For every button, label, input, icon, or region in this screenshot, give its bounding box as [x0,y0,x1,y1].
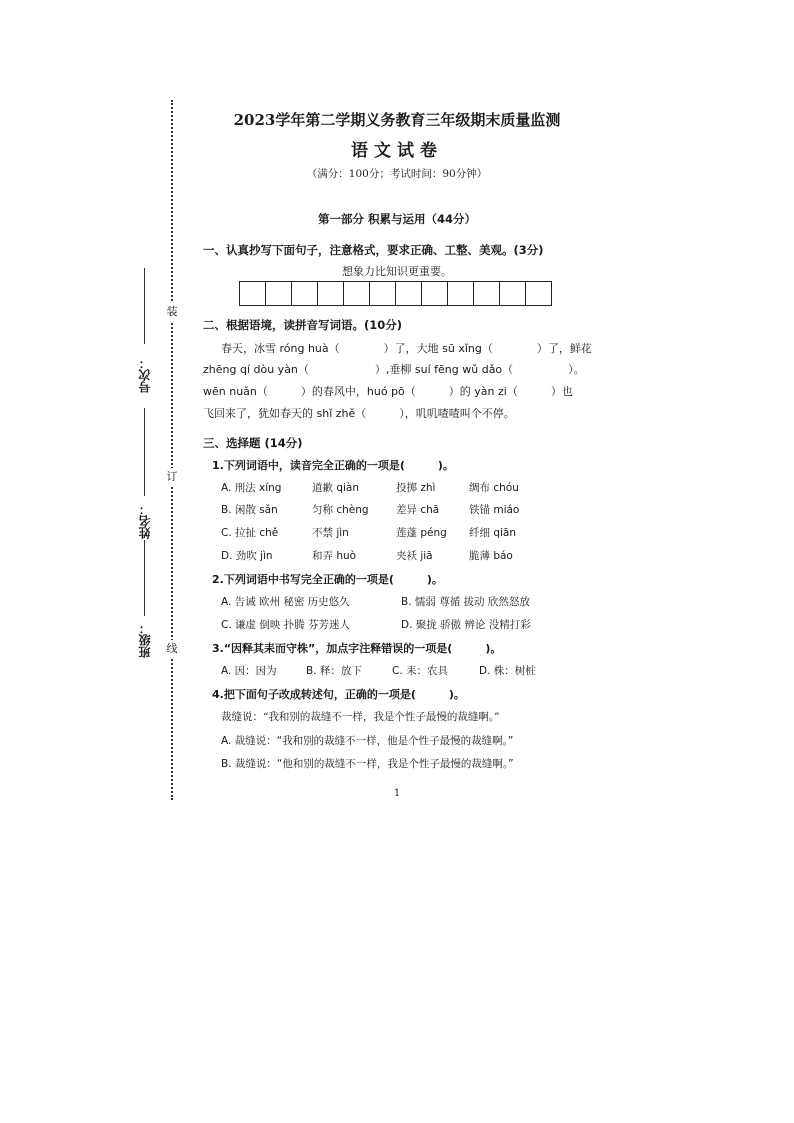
writing-grid-cell[interactable] [317,281,344,306]
section-1-title: 一、认真抄写下面句子，注意格式，要求正确、工整、美观。(3分) [203,243,544,257]
writing-grid-cell[interactable] [395,281,422,306]
q1-option-d-2: 和弄 huò [312,550,357,562]
binding-dotted-line [171,100,173,800]
writing-grid-cell[interactable] [343,281,370,306]
q1-option-b-3: 差异 chā [396,504,440,516]
q3-option-b: B. 释：放下 [306,665,362,677]
q2-option-d: D. 聚拢 骄傲 辨论 没精打彩 [401,619,531,631]
writing-grid[interactable] [240,281,552,306]
writing-grid-cell[interactable] [499,281,526,306]
q1-option-a-1: A. 刑法 xíng [221,482,282,494]
q2-option-b: B. 懦弱 尊循 拔动 欣然怒放 [401,596,530,608]
section-3-title: 三、选择题 (14分) [203,436,303,450]
binding-mark-xian: 线 [165,640,179,658]
copy-sentence: 想象力比知识更重要。 [342,265,452,278]
q1-option-c-2: 不禁 jìn [312,527,349,539]
exam-subject: 语文试卷 [351,141,443,161]
q1-option-c-1: C. 拉扯 chě [221,527,279,539]
writing-grid-cell[interactable] [473,281,500,306]
number-field-label: 号次： [138,357,152,393]
binding-mark-zhuang: 装 [165,303,179,321]
q1-option-d-1: D. 劲吹 jìn [221,550,273,562]
q1-option-b-4: 铁锚 miáo [469,504,520,516]
q1-option-a-2: 道歉 qiàn [312,482,360,494]
q1-option-c-4: 纤细 qiān [469,527,517,539]
binding-mark-ding: 订 [165,468,179,486]
name-field-label: 姓名： [138,503,152,539]
q3-option-c: C. 耒：农具 [392,665,449,677]
section-2-title: 二、根据语境，读拼音写词语。(10分) [203,318,403,332]
q4-option-a: A. 裁缝说：“我和别的裁缝不一样，他是个性子最慢的裁缝啊。” [221,735,514,747]
writing-grid-cell[interactable] [421,281,448,306]
class-field-label: 班级： [138,622,152,658]
pinyin-line-2: zhēng qí dòu yàn（ ）,垂柳 suí fēng wǔ dǎo（ ）。 [203,363,585,376]
q1-option-c-3: 莲蓬 péng [396,527,447,539]
part-title: 第一部分 积累与运用（44分） [317,212,476,226]
q1-option-d-4: 脆薄 báo [469,550,513,562]
q1-option-a-4: 绸布 chóu [469,482,519,494]
pinyin-line-3: wēn nuǎn（ ）的春风中，huó pō（ ）的 yàn zi（ ）也 [203,385,573,398]
exam-title: 2023学年第二学期义务教育三年级期末质量监测 [233,111,561,129]
name-field-line [144,408,145,496]
pinyin-line-1: 春天，冰雪 róng huà（ ）了，大地 sū xǐng（ ）了，鲜花 [221,342,592,355]
writing-grid-cell[interactable] [239,281,266,306]
q1-option-a-3: 投掷 zhì [396,482,436,494]
q1-stem: 1.下列词语中，读音完全正确的一项是( )。 [212,459,454,472]
q3-stem: 3.“因释其耒而守株”，加点字注释错误的一项是( )。 [212,642,502,655]
page-number: 1 [393,788,401,799]
writing-grid-cell[interactable] [525,281,552,306]
writing-grid-cell[interactable] [265,281,292,306]
q3-option-d: D. 株：树桩 [479,665,536,677]
q4-original-sentence: 裁缝说：“我和别的裁缝不一样，我是个性子最慢的裁缝啊。” [221,711,500,723]
q1-option-b-1: B. 闲散 sǎn [221,504,278,516]
q1-option-b-2: 匀称 chèng [312,504,369,516]
q2-option-a: A. 告诫 欧州 秘密 历史悠久 [221,596,350,608]
writing-grid-cell[interactable] [291,281,318,306]
q1-option-d-3: 夹袄 jiā [396,550,433,562]
pinyin-line-4: 飞回来了，犹如春天的 shǐ zhě（ ），叽叽喳喳叫个不停。 [203,407,515,420]
writing-grid-cell[interactable] [369,281,396,306]
q4-option-b: B. 裁缝说：“他和别的裁缝不一样，我是个性子最慢的裁缝啊。” [221,758,514,770]
q4-stem: 4.把下面句子改成转述句，正确的一项是( )。 [212,688,465,701]
writing-grid-cell[interactable] [447,281,474,306]
class-field-line [144,540,145,616]
q2-option-c: C. 谦虚 倒映 扑腾 芬芳迷人 [221,619,351,631]
q2-stem: 2.下列词语中书写完全正确的一项是( )。 [212,573,443,586]
q3-option-a: A. 因：因为 [221,665,277,677]
number-field-line [144,268,145,344]
exam-info: （满分：100分；考试时间：90分钟） [306,168,488,180]
